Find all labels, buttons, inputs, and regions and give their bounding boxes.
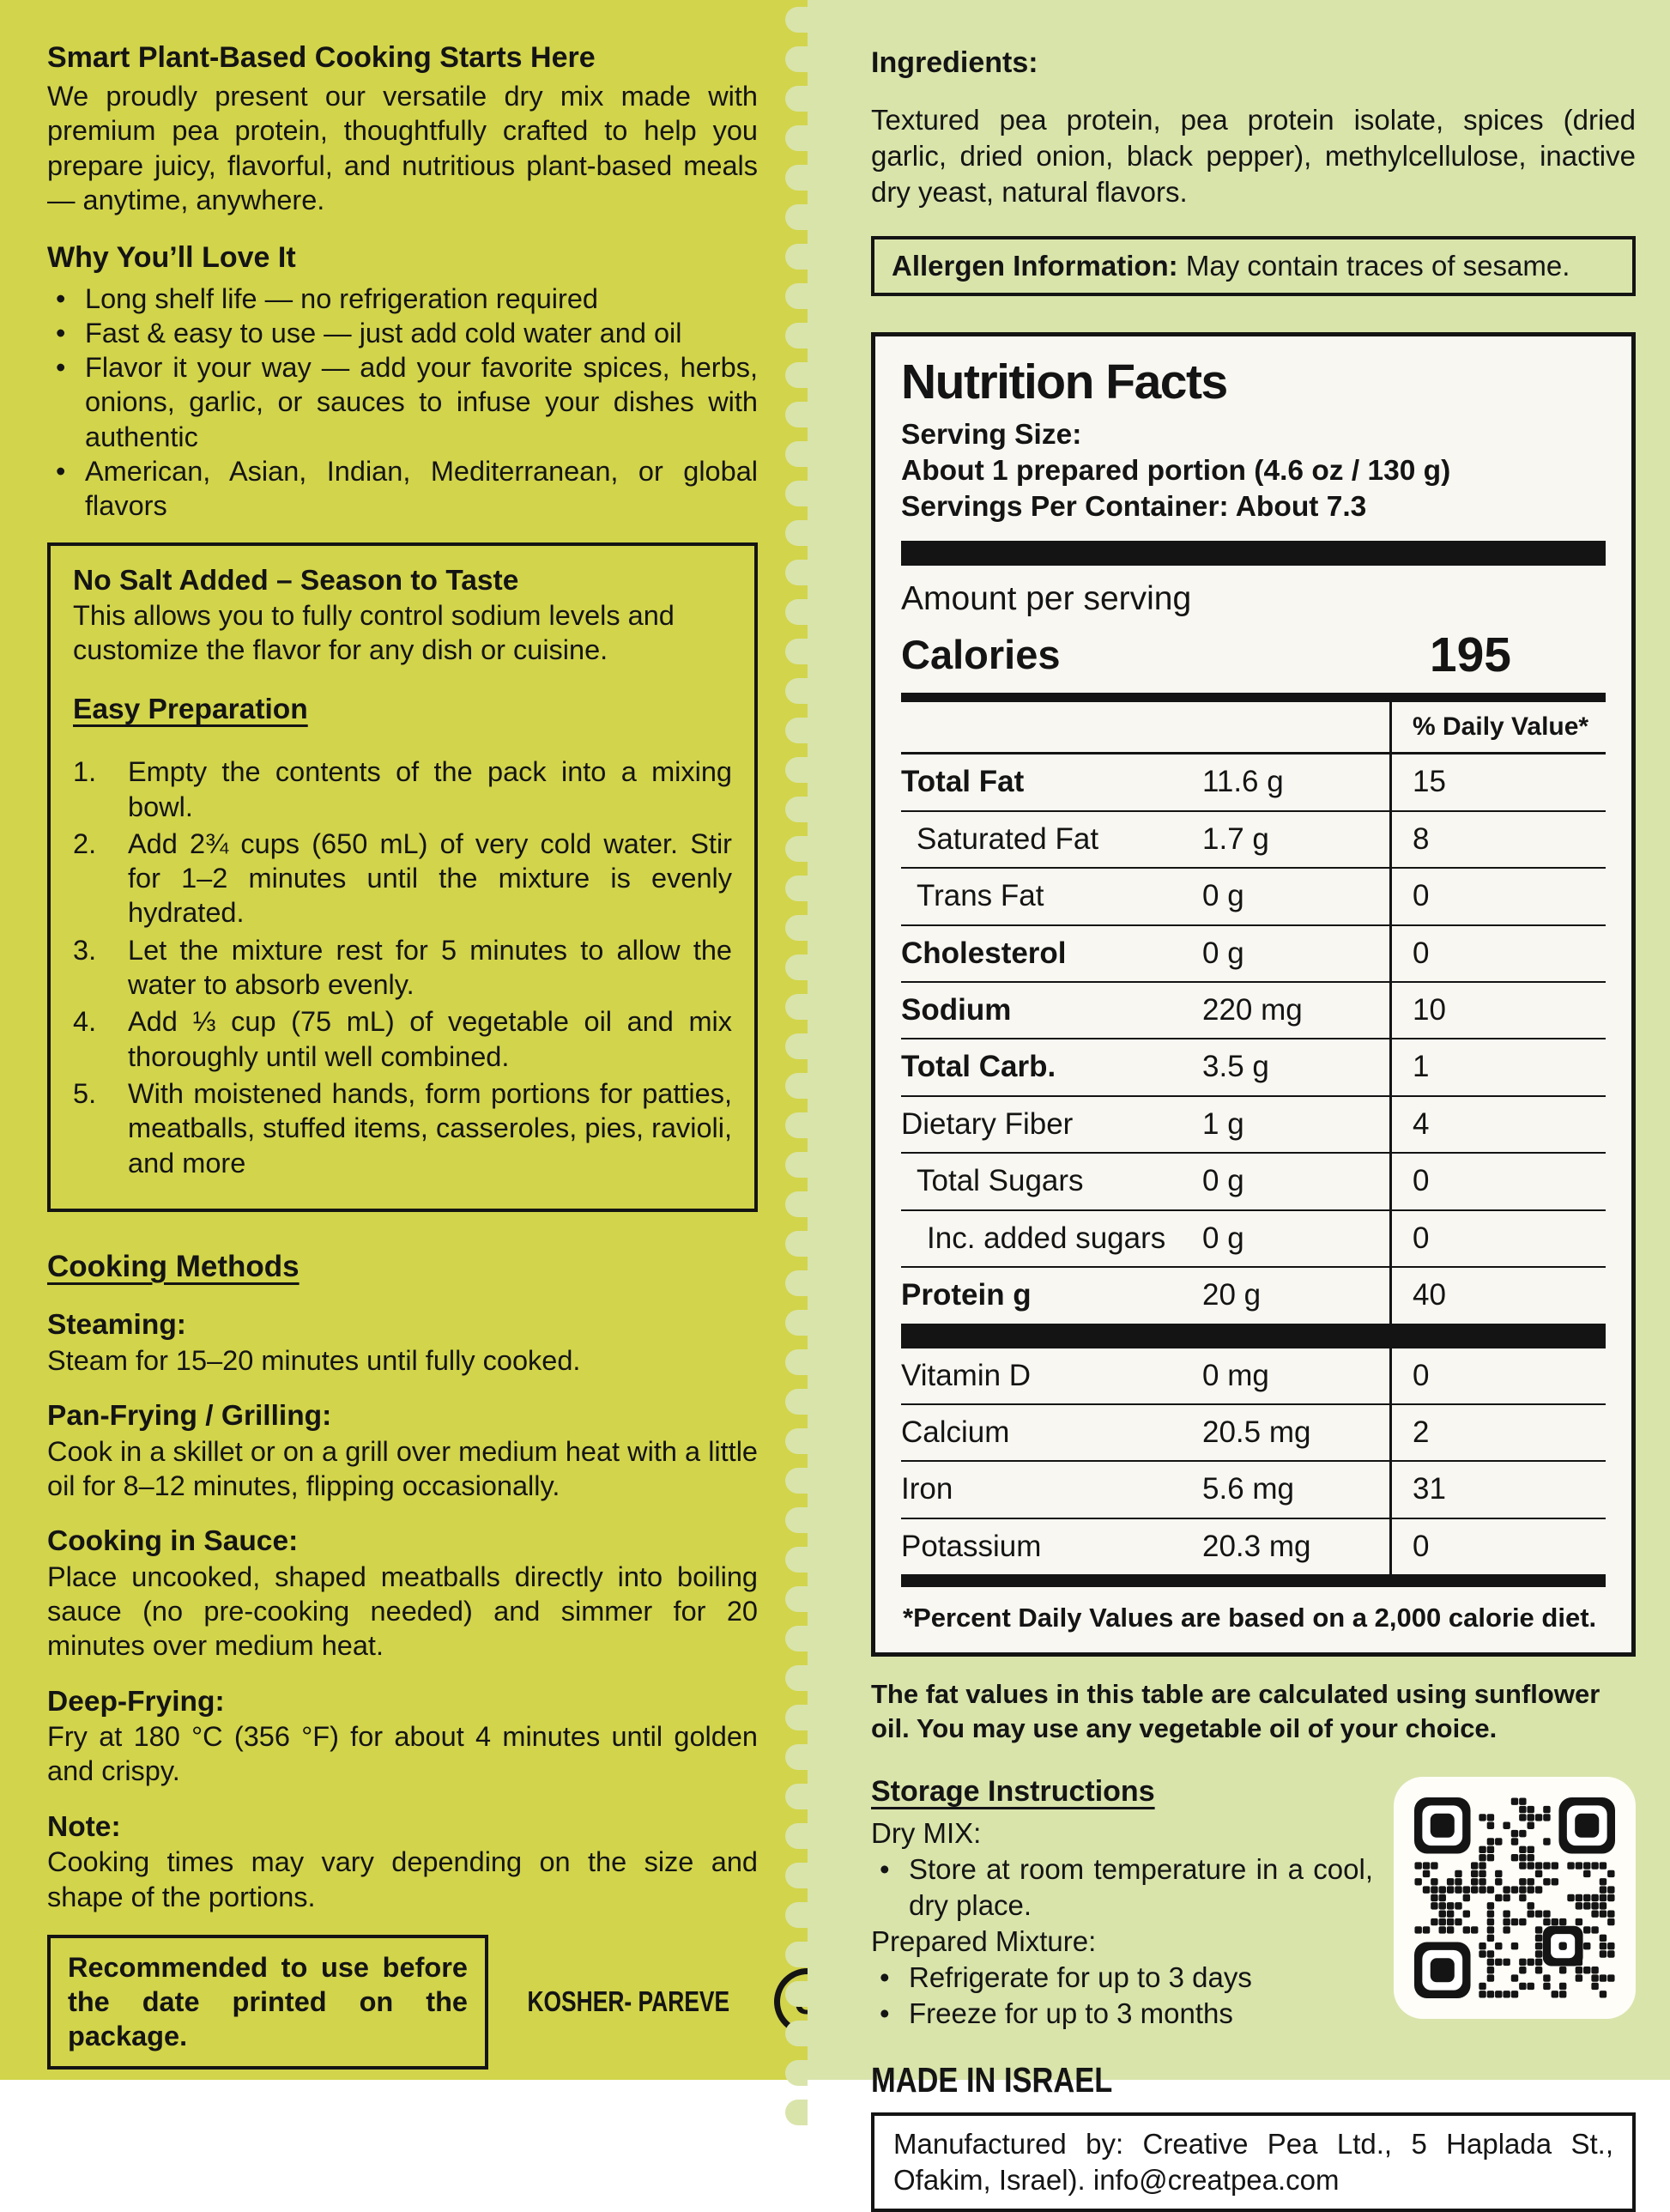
nutrient-daily-value: 4: [1389, 1097, 1606, 1152]
storage-title: Storage Instructions: [871, 1775, 1155, 1809]
zipper-tab: [785, 244, 808, 270]
why-love-title: Why You’ll Love It: [47, 241, 296, 275]
zipper-tab: [785, 1902, 808, 1928]
nutrient-daily-value: 1: [1389, 1039, 1606, 1094]
nutrient-daily-value: 40: [1389, 1268, 1606, 1323]
nutrient-amount: 20.3 mg: [1202, 1529, 1311, 1563]
preparation-steps: [73, 755, 732, 1180]
dry-mix-label: Dry MIX:: [871, 1817, 982, 1850]
zipper-tab: [785, 1349, 808, 1375]
nutrient-daily-value: 0: [1389, 1211, 1606, 1266]
preparation-step: [73, 933, 732, 1003]
storage-section: [871, 1773, 1636, 2032]
nutrition-row: [901, 755, 1606, 809]
zipper-tab: [785, 7, 808, 33]
method-title: Steaming:: [47, 1309, 186, 1342]
nutrient-name: Total Fat: [901, 765, 1025, 799]
zipper-tab: [785, 86, 808, 112]
nutrient-amount: 1.7 g: [1202, 821, 1269, 856]
zipper-tab: [785, 2100, 808, 2125]
no-salt-box: [47, 542, 758, 1212]
nutrient-daily-value: 2: [1389, 1405, 1606, 1460]
zipper-tab: [785, 1981, 808, 2007]
allergen-text: May contain traces of sesame.: [1177, 249, 1570, 282]
bullet-row: [47, 350, 758, 454]
nutrition-row: [901, 1152, 1606, 1209]
nutrition-row: [901, 1403, 1606, 1460]
zipper-tab: [785, 954, 808, 980]
bullet-row: [47, 454, 758, 524]
intro-body: We proudly present our versatile dry mix made with premium pea protein, thoughtfully crafted to help you prepare juicy, flavorful, and nutritious plant-based meals — anytime, anywhere.: [47, 81, 758, 216]
nutrient-name: Dietary Fiber: [901, 1106, 1074, 1141]
nutrition-facts-panel: [871, 332, 1636, 1657]
step-number: 3.: [73, 934, 97, 966]
zipper-tab: [785, 1586, 808, 1612]
zipper-tab: [785, 836, 808, 862]
bullet-text: Store at room temperature in a cool, dry place.: [909, 1853, 1373, 1922]
zipper-tab: [785, 441, 808, 467]
nutrient-amount: 20 g: [1202, 1278, 1262, 1312]
bullet-text: Refrigerate for up to 3 days: [909, 1961, 1252, 1994]
nutrition-divider-bar: [901, 1574, 1606, 1587]
calories-label: Calories: [901, 632, 1061, 678]
zipper-tab: [785, 1823, 808, 1849]
zipper-tab: [785, 1863, 808, 1888]
zipper-tab: [785, 2060, 808, 2086]
amount-per-serving-label: Amount per serving: [901, 580, 1192, 618]
zipper-tab: [785, 1507, 808, 1533]
nutrient-daily-value: 15: [1389, 755, 1606, 809]
preparation-step: [73, 1076, 732, 1180]
method-title: Note:: [47, 1810, 121, 1843]
zipper-tab: [785, 125, 808, 151]
fat-values-note: The fat values in this table are calculated using sunflower oil. You may use any vegetable oil of your choice.: [871, 1678, 1600, 1744]
made-in-israel-label: MADE IN ISRAEL: [871, 2059, 1113, 2100]
zipper-tab: [785, 599, 808, 625]
zipper-tab: [785, 1784, 808, 1809]
zipper-tab: [785, 1428, 808, 1454]
zipper-tab: [785, 1152, 808, 1178]
daily-value-header-row: [901, 702, 1606, 755]
zipper-tab: [785, 362, 808, 388]
left-bottom-row: [47, 1935, 758, 2070]
nutrient-amount: 11.6 g: [1202, 765, 1284, 799]
calories-row: [901, 624, 1606, 686]
nutrient-name: Cholesterol: [901, 936, 1067, 970]
preparation-step: [73, 827, 732, 930]
nutrient-daily-value: 10: [1389, 983, 1606, 1038]
zipper-tab: [785, 1191, 808, 1217]
method-body: Cook in a skillet or on a grill over medium heat with a little oil for 8–12 minutes, flipping occasionally.: [47, 1435, 758, 1501]
cooking-method: [47, 1398, 758, 1503]
step-number: 2.: [73, 827, 97, 859]
why-love-bullets: [47, 282, 758, 524]
nutrient-name: Inc. added sugars: [927, 1221, 1166, 1255]
nutrition-row: [901, 1095, 1606, 1152]
step-text: Let the mixture rest for 5 minutes to allow the water to absorb evenly.: [128, 934, 732, 1001]
zipper-tab: [785, 46, 808, 72]
dry-mix-bullets: [871, 1851, 1373, 1924]
nutrition-divider-bar: [901, 541, 1606, 566]
nutrient-name: Total Sugars: [917, 1164, 1084, 1198]
allergen-label: Allergen Information:: [892, 249, 1178, 282]
method-title: Cooking in Sauce:: [47, 1525, 299, 1558]
nutrient-name: Potassium: [901, 1529, 1042, 1563]
step-text: Add 2¾ cups (650 mL) of very cold water. Stir for 1–2 minutes until the mixture is evenly hydrated.: [128, 827, 732, 929]
manufacturer-box: Manufactured by: Creative Pea Ltd., 5 Haplada St., Ofakim, Israel). info@creatpea.com: [871, 2112, 1636, 2212]
zipper-tab: [785, 1310, 808, 1336]
zipper-tab: [785, 718, 808, 743]
zipper-tab: [785, 757, 808, 783]
ingredients-body: Textured pea protein, pea protein isolate, spices (dried garlic, dried onion, black pepper), methylcellulose, inactive dry yeast, natural flavors.: [871, 104, 1636, 208]
bullet-icon: •: [880, 1997, 890, 2030]
nutrition-row: [901, 981, 1606, 1038]
cooking-method: [47, 1524, 758, 1663]
nutrition-row: [901, 924, 1606, 981]
easy-preparation-title: Easy Preparation: [73, 693, 308, 725]
kosher-pareve-label: KOSHER- PAREVE: [527, 1985, 730, 2017]
zipper-tab: [785, 1112, 808, 1138]
prepared-mixture-label: Prepared Mixture:: [871, 1925, 1097, 1958]
step-text: With moistened hands, form portions for patties, meatballs, stuffed items, casseroles, pies, ravioli, and more: [128, 1077, 732, 1179]
zipper-tab: [785, 1270, 808, 1296]
method-body: Cooking times may vary depending on the size and shape of the portions.: [47, 1846, 758, 1912]
zipper-tab: [785, 639, 808, 664]
nutrient-name: Total Carb.: [901, 1050, 1056, 1084]
nutrient-amount: 5.6 mg: [1202, 1472, 1294, 1506]
zipper-tab: [785, 1547, 808, 1573]
nutrient-amount: 0 g: [1202, 936, 1244, 970]
storage-text: [871, 1773, 1394, 2032]
nutrient-daily-value: 0: [1389, 1519, 1606, 1574]
nutrition-row: [901, 1209, 1606, 1266]
zipper-tab: [785, 481, 808, 506]
bullet-icon: •: [880, 1961, 890, 1994]
nutrient-name: Iron: [901, 1472, 953, 1506]
ingredients-title: Ingredients:: [871, 46, 1038, 79]
zipper-tab: [785, 323, 808, 348]
bullet-row: [871, 1851, 1373, 1924]
zipper-tab: [785, 204, 808, 230]
nutrient-daily-value: 0: [1389, 1348, 1606, 1403]
nutrient-amount: 220 mg: [1202, 992, 1303, 1027]
nutrition-row: [901, 1348, 1606, 1403]
zipper-tab: [785, 402, 808, 427]
nutrition-facts-title: Nutrition Facts: [901, 354, 1227, 409]
bullet-row: [871, 1960, 1373, 1996]
nutrition-row: [901, 1460, 1606, 1517]
step-number: 5.: [73, 1077, 97, 1109]
nutrition-row: [901, 1038, 1606, 1094]
nutrient-daily-value: 0: [1389, 1154, 1606, 1209]
cooking-method: [47, 1307, 758, 1378]
nutrition-divider-bar: [901, 693, 1606, 702]
cooking-methods: [47, 1307, 758, 1935]
zipper-tab: [785, 283, 808, 309]
bullet-row: [871, 1996, 1373, 2032]
nutrient-amount: 20.5 mg: [1202, 1415, 1311, 1450]
qr-code: [1394, 1777, 1636, 2019]
allergen-box: [871, 236, 1636, 296]
nutrient-daily-value: 31: [1389, 1462, 1606, 1517]
no-salt-body: This allows you to fully control sodium levels and customize the flavor for any dish or cuisine.: [73, 600, 675, 666]
bullet-icon: •: [56, 352, 66, 384]
bullet-text: Freeze for up to 3 months: [909, 1997, 1233, 2030]
zipper-tab: [785, 1389, 808, 1415]
serving-size-label: Serving Size:: [901, 418, 1082, 451]
nutrient-amount: 0 g: [1202, 879, 1244, 913]
bullet-text: Flavor it your way — add your favorite spices, herbs, onions, garlic, or sauces to infuse your dishes with authentic: [85, 352, 758, 452]
step-text: Add ⅓ cup (75 mL) of vegetable oil and mix thoroughly until well combined.: [128, 1006, 732, 1072]
use-by-box: Recommended to use before the date printed on the package.: [47, 1935, 488, 2070]
zipper-tab: [785, 520, 808, 546]
cooking-method: [47, 1684, 758, 1789]
daily-value-header: % Daily Value*: [1389, 702, 1606, 752]
nutrition-row: [901, 1518, 1606, 1574]
nutrition-row: [901, 867, 1606, 924]
step-text: Empty the contents of the pack into a mixing bowl.: [128, 756, 732, 822]
nutrient-name: Sodium: [901, 992, 1012, 1027]
nutrition-rows: [901, 755, 1606, 1574]
bullet-text: Fast & easy to use — just add cold water and oil: [85, 317, 682, 348]
nutrient-amount: 0 g: [1202, 1164, 1244, 1198]
nutrient-daily-value: 8: [1389, 812, 1606, 867]
serving-size-value: About 1 prepared portion (4.6 oz / 130 g): [901, 454, 1451, 487]
zipper-tab: [785, 1231, 808, 1257]
bullet-row: [47, 282, 758, 316]
nutrient-amount: 0 mg: [1202, 1358, 1269, 1392]
method-body: Steam for 15–20 minutes until fully cooked.: [47, 1344, 581, 1376]
nutrient-name: Trans Fat: [917, 879, 1044, 913]
zipper-tab: [785, 1626, 808, 1651]
preparation-step: [73, 1004, 732, 1074]
prepared-mixture-bullets: [871, 1960, 1373, 2032]
no-salt-title: No Salt Added – Season to Taste: [73, 564, 519, 597]
bullet-row: [47, 316, 758, 350]
nutrient-amount: 0 g: [1202, 1221, 1244, 1255]
daily-value-spacer: [901, 702, 1389, 752]
zipper-tab: [785, 1744, 808, 1770]
bullet-icon: •: [880, 1853, 890, 1886]
method-body: Place uncooked, shaped meatballs directly into boiling sauce (no pre-cooking needed) and simmer for 20 minutes over medium heat.: [47, 1561, 758, 1662]
zipper-tab: [785, 994, 808, 1020]
nutrition-footnote: *Percent Daily Values are based on a 2,000 calorie diet.: [903, 1603, 1597, 1633]
nutrient-name: Vitamin D: [901, 1358, 1032, 1392]
bullet-text: American, Asian, Indian, Mediterranean, or global flavors: [85, 455, 758, 522]
nutrition-divider-bar: [901, 1324, 1606, 1348]
zipper-tab: [785, 678, 808, 704]
nutrient-amount: 3.5 g: [1202, 1050, 1269, 1084]
intro-title: Smart Plant-Based Cooking Starts Here: [47, 41, 596, 74]
bullet-text: Long shelf life — no refrigeration required: [85, 282, 598, 314]
calories-value: 195: [1429, 627, 1511, 682]
method-title: Pan-Frying / Grilling:: [47, 1400, 332, 1433]
servings-per-container: Servings Per Container: About 7.3: [901, 491, 1367, 524]
zipper-tab: [785, 1942, 808, 1967]
zipper-tab: [785, 1073, 808, 1099]
nutrient-amount: 1 g: [1202, 1106, 1244, 1141]
method-body: Fry at 180 °C (356 °F) for about 4 minutes until golden and crispy.: [47, 1721, 758, 1787]
cooking-methods-title: Cooking Methods: [47, 1249, 300, 1283]
left-panel: [0, 0, 808, 2080]
zipper-tab: [785, 1033, 808, 1059]
preparation-step: [73, 755, 732, 824]
nutrient-daily-value: 0: [1389, 869, 1606, 924]
right-panel: [808, 0, 1670, 2196]
zipper-tab: [785, 2021, 808, 2046]
zipper-tab: [785, 1468, 808, 1494]
nutrition-row: [901, 810, 1606, 867]
nutrient-name: Protein g: [901, 1278, 1032, 1312]
zipper-tab: [785, 560, 808, 585]
zipper-tab: [785, 915, 808, 941]
zipper-tab: [785, 876, 808, 901]
nutrient-name: Calcium: [901, 1415, 1010, 1450]
zipper-tab: [785, 1665, 808, 1691]
nutrient-daily-value: 0: [1389, 926, 1606, 981]
zipper-divider: [785, 0, 808, 2080]
zipper-tab: [785, 797, 808, 822]
step-number: 4.: [73, 1006, 97, 1038]
bullet-icon: •: [56, 455, 66, 487]
zipper-tab: [785, 1705, 808, 1730]
nutrition-row: [901, 1266, 1606, 1323]
cooking-method: [47, 1809, 758, 1914]
bullet-icon: •: [56, 282, 66, 314]
method-title: Deep-Frying:: [47, 1685, 225, 1718]
zipper-tab: [785, 165, 808, 191]
bullet-icon: •: [56, 317, 66, 348]
nutrient-name: Saturated Fat: [917, 821, 1099, 856]
step-number: 1.: [73, 756, 97, 788]
